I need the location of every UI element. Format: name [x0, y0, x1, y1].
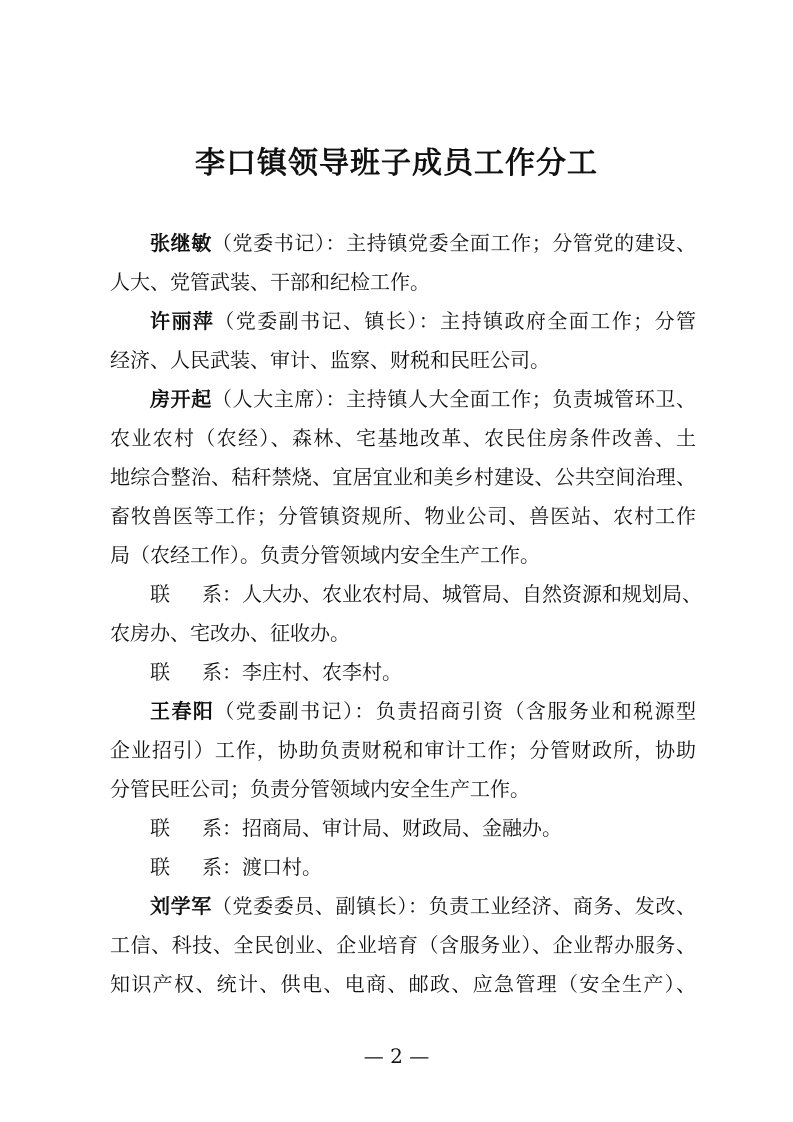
duty-text: 经济、人民武装、审计、监察、财税和民旺公司。: [110, 348, 550, 372]
member-name: 张继敏: [150, 231, 212, 255]
member-name: 刘学军: [150, 894, 212, 918]
paragraph-line: [110, 419, 696, 458]
paragraph-line: [110, 887, 696, 926]
paragraph-line: [110, 263, 696, 302]
liaison-paragraph: [110, 809, 696, 848]
paragraph-line: [110, 731, 696, 770]
paragraph-line: [110, 653, 696, 692]
paragraph-line: [110, 341, 696, 380]
duty-text: 人大、党管武装、干部和纪检工作。: [110, 270, 430, 294]
document-body: [110, 224, 702, 1004]
duty-text: （党委副书记）：负责招商引资（含服务业和税源型: [214, 699, 697, 723]
liaison-paragraph: [110, 575, 702, 653]
paragraph-line: [110, 848, 696, 887]
document-title: 李口镇领导班子成员工作分工: [195, 146, 598, 181]
duty-text: （党委委员、副镇长）：负责工业经济、商务、发改、: [211, 894, 697, 918]
page-number: — 2 —: [363, 1044, 430, 1068]
duty-text: 工信、科技、全民创业、企业培育（含服务业）、企业帮办服务、: [110, 933, 696, 957]
liaison-text: ：渡口村。: [222, 855, 322, 879]
liaison-label: 联 系: [150, 816, 222, 840]
member-paragraph: [110, 692, 696, 809]
paragraph-line: [110, 224, 696, 263]
duty-text: 局（农经工作）。负责分管领域内安全生产工作。: [110, 543, 540, 567]
duty-text: 畜牧兽医等工作；分管镇资规所、物业公司、兽医站、农村工作: [110, 504, 696, 528]
paragraph-line: [110, 302, 696, 341]
paragraph-line: [110, 809, 696, 848]
duty-text: （党委副书记、镇长）：主持镇政府全面工作；分管: [214, 309, 697, 333]
liaison-paragraph: [110, 653, 696, 692]
member-paragraph: [110, 380, 696, 575]
duty-text: 知识产权、统计、供电、电商、邮政、应急管理（安全生产）、: [110, 972, 696, 996]
paragraph-line: [110, 614, 696, 653]
paragraph-line: [110, 575, 702, 614]
paragraph-line: [110, 458, 696, 497]
paragraph-line: [110, 380, 696, 419]
paragraph-line: [110, 497, 696, 536]
member-paragraph: [110, 224, 696, 302]
duty-text: （党委书记）：主持镇党委全面工作；分管党的建设、: [211, 231, 697, 255]
duty-text: 分管民旺公司；负责分管领域内安全生产工作。: [110, 777, 530, 801]
duty-text: （人大主席）：主持镇人大全面工作；负责城管环卫、: [211, 387, 697, 411]
paragraph-line: [110, 965, 696, 1004]
liaison-text: 农房办、宅改办、征收办。: [110, 621, 350, 645]
member-name: 王春阳: [150, 699, 215, 723]
paragraph-line: [110, 692, 696, 731]
liaison-label: 联 系: [150, 855, 222, 879]
duty-text: 农业农村（农经）、森林、宅基地改革、农民住房条件改善、土: [110, 426, 696, 450]
liaison-text: ：人大办、农业农村局、城管局、自然资源和规划局、: [222, 582, 702, 606]
duty-text: 地综合整治、秸秆禁烧、宜居宜业和美乡村建设、公共空间治理、: [110, 465, 696, 489]
liaison-label: 联 系: [150, 660, 222, 684]
paragraph-line: [110, 770, 696, 809]
member-paragraph: [110, 302, 696, 380]
paragraph-line: [110, 536, 696, 575]
liaison-text: ：李庄村、农李村。: [222, 660, 402, 684]
member-name: 许丽萍: [150, 309, 215, 333]
duty-text: 企业招引）工作，协助负责财税和审计工作；分管财政所，协助: [110, 738, 696, 762]
liaison-label: 联 系: [150, 582, 222, 606]
liaison-paragraph: [110, 848, 696, 887]
member-paragraph: [110, 887, 696, 1004]
paragraph-line: [110, 926, 696, 965]
liaison-text: ：招商局、审计局、财政局、金融办。: [222, 816, 562, 840]
member-name: 房开起: [150, 387, 212, 411]
